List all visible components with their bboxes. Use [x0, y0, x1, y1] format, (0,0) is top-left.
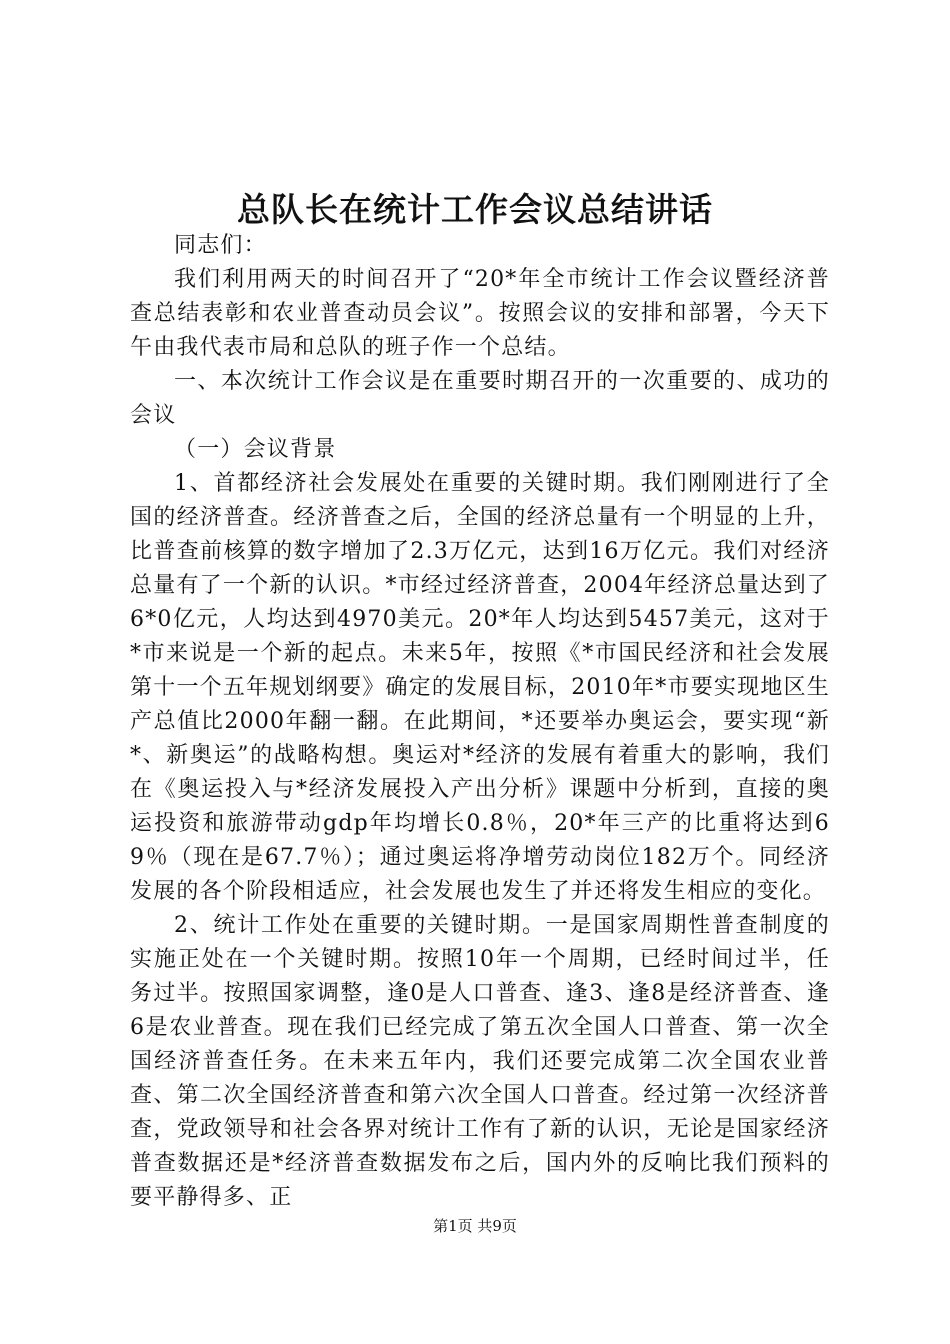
document-body: [130, 229, 830, 1215]
page-footer: 第1页 共9页: [433, 1217, 517, 1235]
document-title: 总队长在统计工作会议总结讲话: [237, 190, 713, 229]
subsection-heading-1: （一）会议背景: [174, 437, 337, 462]
paragraph-point-1: 1、首都经济社会发展处在重要的关键时期。我们刚刚进行了全国的经济普查。经济普查之后，全国的经济总量有一个明显的上升，比普查前核算的数字增加了2.3万亿元，达到16万亿元。我们对经济总量有了一个新的认识。*市经过经济普查，2004年经济总量达到了6*0亿元，人均达到4970美元。20*年人均达到5457美元，这对于*市来说是一个新的起点。未来5年，按照《*市国民经济和社会发展第十一个五年规划纲要》确定的发展目标，2010年*市要实现地区生产总值比2000年翻一翻。在此期间，*还要举办奥运会，要实现“新*、新奥运”的战略构想。奥运对*经济的发展有着重大的影响，我们在《奥运投入与*经济发展投入产出分析》课题中分析到，直接的奥运投资和旅游带动gdp年均增长0.8％，20*年三产的比重将达到69％（现在是67.7％）；通过奥运将净增劳动岗位182万个。同经济发展的各个阶段相适应，社会发展也发生了并还将发生相应的变化。: [130, 471, 830, 904]
paragraph-point-2: 2、统计工作处在重要的关键时期。一是国家周期性普查制度的实施正处在一个关键时期。按照10年一个周期，已经时间过半，任务过半。按照国家调整，逢0是人口普查、逢3、逢8是经济普查、逢6是农业普查。现在我们已经完成了第五次全国人口普查、第一次全国经济普查任务。在未来五年内，我们还要完成第二次全国农业普查、第二次全国经济普查和第六次全国人口普查。经过第一次经济普查，党政领导和社会各界对统计工作有了新的认识，无论是国家经济普查数据还是*经济普查数据发布之后，国内外的反响比我们预料的要平静得多、正: [130, 913, 830, 1210]
paragraph-intro: 我们利用两天的时间召开了“20*年全市统计工作会议暨经济普查总结表彰和农业普查动员会议”。按照会议的安排和部署，今天下午由我代表市局和总队的班子作一个总结。: [130, 267, 830, 360]
salutation: 同志们：: [174, 233, 267, 258]
section-heading-1: 一、本次统计工作会议是在重要时期召开的一次重要的、成功的会议: [130, 369, 830, 428]
